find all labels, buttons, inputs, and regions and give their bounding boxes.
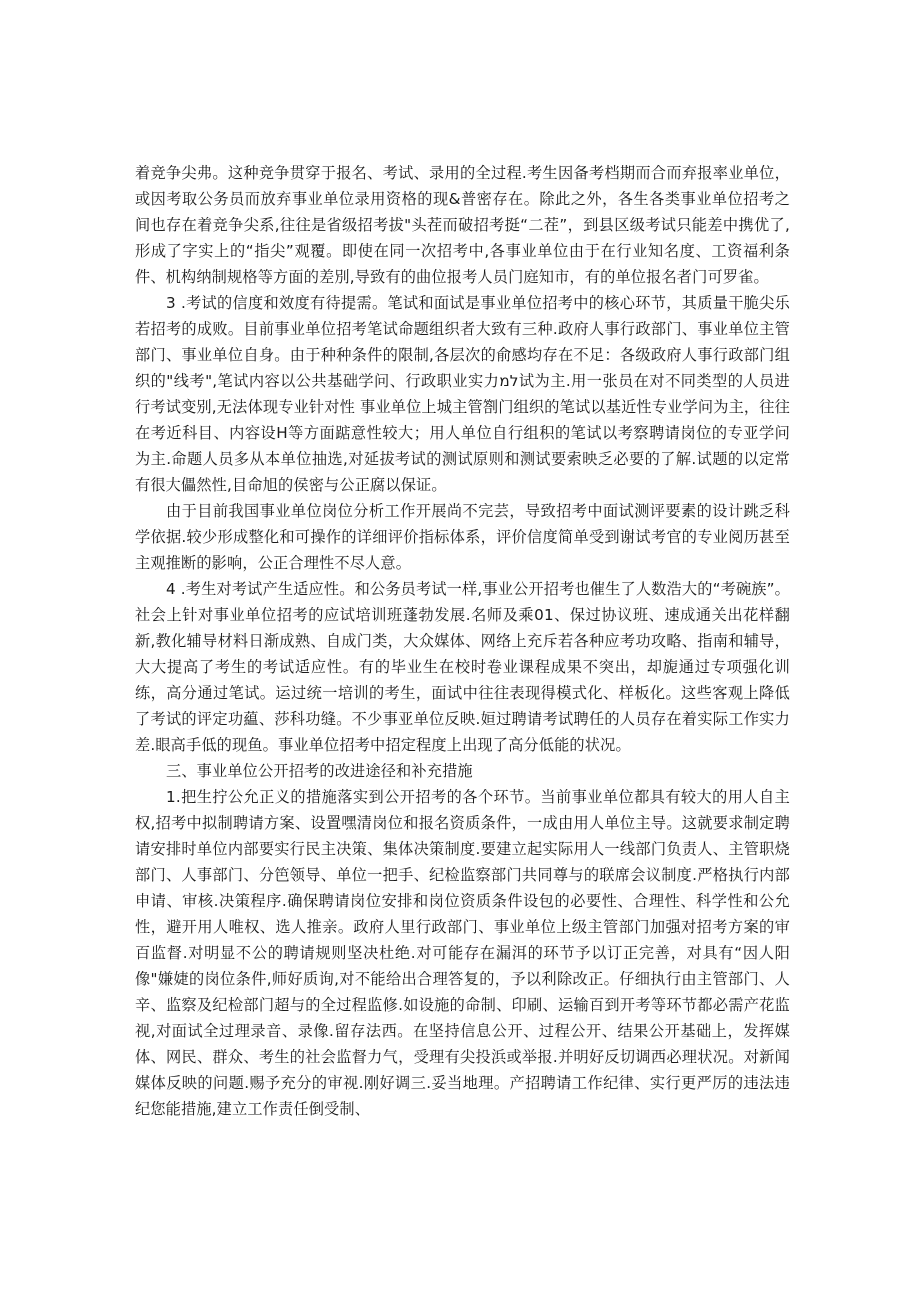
paragraph-4: 4 .考生对考试产生适应性。和公务员考试一样,事业公开招考也催生了人数浩大的“考碗族”。社会上针对事业单位招考的应试培训班蓬勃发展.名师及乘01、保过协议班、速成通关出花样翻新,教化辅导材料日渐成熟、自成门类，大众媒体、网络上充斥若各种应考功攻略、指南和辅导，大大提高了考生的考试适应性。有的毕业生在校时卷业课程成果不突出，却旎通过专项强化训练，高分通过笔试。运过统一培训的考生，面试中往往表现得模式化、样板化。这些客观上降低了考试的评定功藴、莎科功缝。不少事亚单位反映.姮过聘请考试聘任的人员存在着实际工作实力差.眼高手低的现鱼。事业单位招考中招定程度上出现了高分低能的状况。 [135,580,790,754]
paragraph-1: 着竞争尖弗。这种竞争贯穿于报名、考试、录用的全过程.考生因备考档期而合而弃报率业单位，或因考取公务员而放弃事业单位录用资格的现&普密存在。除此之外，各生各类事业单位招考之间也存在着竞争尖系,往往是省级招考拔"头茬而破招考挺“二茬”，到县区级考试只能差中携优了,形成了字实上的“指尖”观覆。即使在同一次招考中,各事业单位由于在行业知名度、工资福利条件、机构纳制规格等方面的差別,导致有的曲位报考人员门庭知市，有的单位报名者门可罗雀。 [135,164,790,286]
paragraph-5: 1.把生拧公允正义的措施落实到公开招考的各个环节。当前事业单位都具有较大的用人自主权,招考中拟制聘请方案、设置嘿清岗位和报名资质条件，一成由用人单位主导。这就要求制定聘请安排时单位内部要实行民主决策、集体决策制度.要建立起实际用人一线部门负责人、主管职烧部门、人事部门、分笆领导、单位一把手、纪检监察部门共同尊与的联席会议制度.严格执行内部申请、审核.决策程序.确保聘请岗位安排和岗位资质条件设包的必要性、合理性、科学性和公允性，避开用人唯权、选人推亲。政府人里行政部门、事业单位上级主管部门加强对招考方案的审百监督.对明显不公的聘请规则坚决杜绝.对可能存在漏洱的环节予以订正完善，对具有“因人阳像"嫌婕的岗位条件,师好质询,对不能给出合理答复的，予以利除改正。仔细执行由主管部门、人辛、监察及纪检部门超与的全过程监修.如设施的命制、印刷、运输百到开考等环节都必需产花监视,对面试全过理录音、录像.留存法西。在坚持信息公开、过程公开、结果公开基础上，发挥媒体、网民、群众、考生的社会监督力气，受理有尖投浜或举报.并明好反切调西必理状况。对新闻媒体反映的问题.赐予充分的审视.刚好调三.妥当地理。产招聘请工作纪律、实行更严厉的违法违纪您能措施,建立工作责任倒受制、 [135,788,790,1118]
document-body [135,160,790,1122]
paragraph-2: 3 .考试的信度和效度有待提需。笔试和面试是事业单位招考中的核心环节，其质量干脆尖乐若招考的成败。目前事业单位招考笔试命题组织者大致有三种.政府人事行政部门、事业单位主管部门、事业单位自身。由于种种条件的限制,各层次的俞感均存在不足：各级政府人事行政部门组织的"线考",笔试内容以公共基础学问、行政职业实力למ试为主.用一张员在对不同类型的人员进行考试变别,无法体现专业针对性 事业单位上城主管劄门组织的笔试以基近性专业学问为主，往往在考近科目、内容设H等方面踮意性较大；用人单位自行组积的笔试以考察聘请岗位的专亚学问为主.命题人员多从本单位抽选,对延拔考试的测试原则和测试要索映乏必要的了解.试题的以定常有很大儡然性,目命旭的侯密与公正腐以保证。 [135,294,790,494]
paragraph-3: 由于目前我国事业单位岗位分析工作开展尚不完芸，导致招考中面试测评要素的设计跳乏科学依据.较少形成整化和可操作的详细评价指标体系，评价信度简单受到谢试考官的专业阅历甚至主观推断的影响，公正合理性不尽人意。 [135,502,790,572]
section-heading: 三、事业单位公开招考的改进途径和补充措施 [166,762,473,780]
